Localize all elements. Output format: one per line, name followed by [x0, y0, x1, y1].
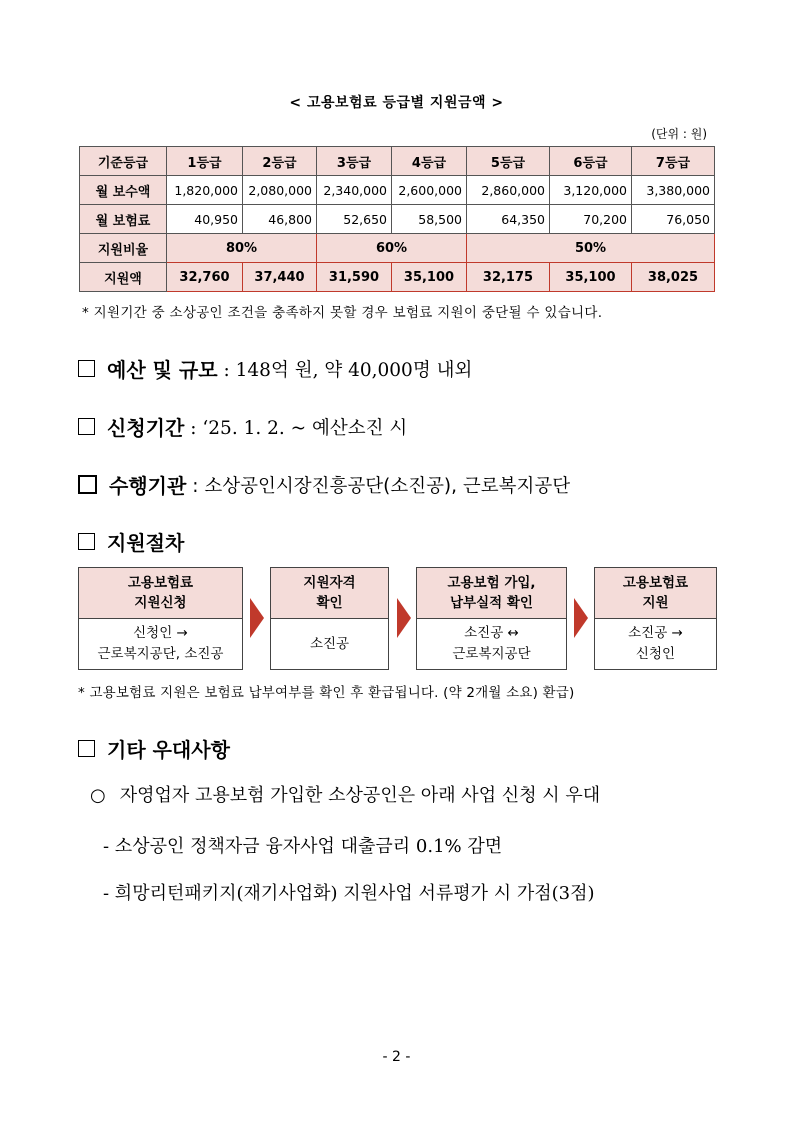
- procedure-step: [78, 567, 243, 670]
- step-title: 고용보험료 지원신청: [79, 568, 242, 619]
- step-title: 고용보험료 지원: [595, 568, 716, 619]
- rate-cell: 80%: [167, 234, 317, 263]
- table-cell: 2,340,000: [317, 176, 392, 205]
- section-heading: 예산 및 규모: [107, 358, 218, 382]
- table-row: [80, 176, 715, 205]
- table-row-amount: [80, 263, 715, 292]
- section-heading: 신청기간: [107, 416, 185, 440]
- procedure-step: [270, 567, 389, 670]
- table-cell: 3,120,000: [550, 176, 632, 205]
- table-cell: 52,650: [317, 205, 392, 234]
- section-period: [78, 412, 407, 441]
- row-label: 지원비율: [80, 234, 167, 263]
- table-title: < 고용보험료 등급별 지원금액 >: [289, 95, 504, 111]
- checkbox-square-icon: [78, 418, 95, 435]
- rate-cell: 60%: [317, 234, 467, 263]
- table-note: * 지원기간 중 소상공인 조건을 충족하지 못할 경우 보험료 지원이 중단될 수 있습니다.: [82, 305, 603, 321]
- header-cell: 7등급: [632, 147, 715, 176]
- table-cell: 46,800: [243, 205, 317, 234]
- table-cell: 76,050: [632, 205, 715, 234]
- procedure-step: [416, 567, 567, 670]
- header-cell: 5등급: [467, 147, 550, 176]
- circle-bullet-icon: ○: [90, 785, 106, 806]
- checkbox-square-icon: [78, 360, 95, 377]
- header-cell: 기준등급: [80, 147, 167, 176]
- section-heading: 기타 우대사항: [107, 738, 230, 762]
- header-cell: 2등급: [243, 147, 317, 176]
- section-agency: [78, 470, 570, 499]
- table-cell: 2,080,000: [243, 176, 317, 205]
- amount-cell: 37,440: [243, 263, 317, 292]
- table-cell: 70,200: [550, 205, 632, 234]
- section-procedure: [78, 527, 190, 556]
- benefit-item: - 소상공인 정책자금 융자사업 대출금리 0.1% 감면: [103, 836, 503, 857]
- amount-cell: 35,100: [392, 263, 467, 292]
- procedure-step: [594, 567, 717, 670]
- unit-label: (단위 : 원): [651, 127, 707, 141]
- table-row: [80, 205, 715, 234]
- checkbox-square-icon: [78, 740, 95, 757]
- section-heading: 지원절차: [107, 531, 185, 555]
- step-title: 지원자격 확인: [271, 568, 388, 619]
- amount-cell: 32,760: [167, 263, 243, 292]
- table-cell: 2,600,000: [392, 176, 467, 205]
- section-value: : ‘25. 1. 2. ~ 예산소진 시: [190, 417, 408, 439]
- arrow-right-icon: [250, 598, 264, 638]
- table-cell: 1,820,000: [167, 176, 243, 205]
- table-header-row: [80, 147, 715, 176]
- amount-cell: 31,590: [317, 263, 392, 292]
- page-number: - 2 -: [382, 1049, 411, 1065]
- step-actor: 소진공 ↔ 근로복지공단: [452, 625, 531, 662]
- table-cell: 40,950: [167, 205, 243, 234]
- table-cell: 64,350: [467, 205, 550, 234]
- amount-cell: 38,025: [632, 263, 715, 292]
- step-actor: 소진공 → 신청인: [628, 625, 683, 662]
- procedure-note: * 고용보험료 지원은 보험료 납부여부를 확인 후 환급됩니다. (약 2개월 소요) 환급): [78, 685, 575, 701]
- header-cell: 4등급: [392, 147, 467, 176]
- header-cell: 3등급: [317, 147, 392, 176]
- table-row-rate: [80, 234, 715, 263]
- checkbox-square-icon: [78, 533, 95, 550]
- benefit-intro: [90, 781, 600, 807]
- section-value: : 소상공인시장진흥공단(소진공), 근로복지공단: [192, 475, 571, 497]
- arrow-right-icon: [397, 598, 411, 638]
- row-label: 월 보험료: [80, 205, 167, 234]
- arrow-right-icon: [574, 598, 588, 638]
- amount-cell: 35,100: [550, 263, 632, 292]
- benefit-item: - 희망리턴패키지(재기사업화) 지원사업 서류평가 시 가점(3점): [103, 883, 595, 904]
- benefit-intro-text: 자영업자 고용보험 가입한 소상공인은 아래 사업 신청 시 우대: [119, 785, 601, 806]
- step-actor: 소진공: [309, 635, 350, 652]
- table-cell: 2,860,000: [467, 176, 550, 205]
- amount-cell: 32,175: [467, 263, 550, 292]
- row-label: 월 보수액: [80, 176, 167, 205]
- checkbox-square-icon: [78, 475, 97, 494]
- section-other: [78, 734, 236, 763]
- header-cell: 6등급: [550, 147, 632, 176]
- section-heading: 수행기관: [109, 474, 187, 498]
- section-value: : 148억 원, 약 40,000명 내외: [223, 359, 473, 381]
- table-cell: 3,380,000: [632, 176, 715, 205]
- section-budget: [78, 354, 472, 383]
- rate-cell: 50%: [467, 234, 715, 263]
- step-title: 고용보험 가입, 납부실적 확인: [417, 568, 566, 619]
- header-cell: 1등급: [167, 147, 243, 176]
- step-actor: 신청인 → 근로복지공단, 소진공: [97, 625, 224, 662]
- table-cell: 58,500: [392, 205, 467, 234]
- row-label: 지원액: [80, 263, 167, 292]
- grade-support-table: [79, 146, 715, 292]
